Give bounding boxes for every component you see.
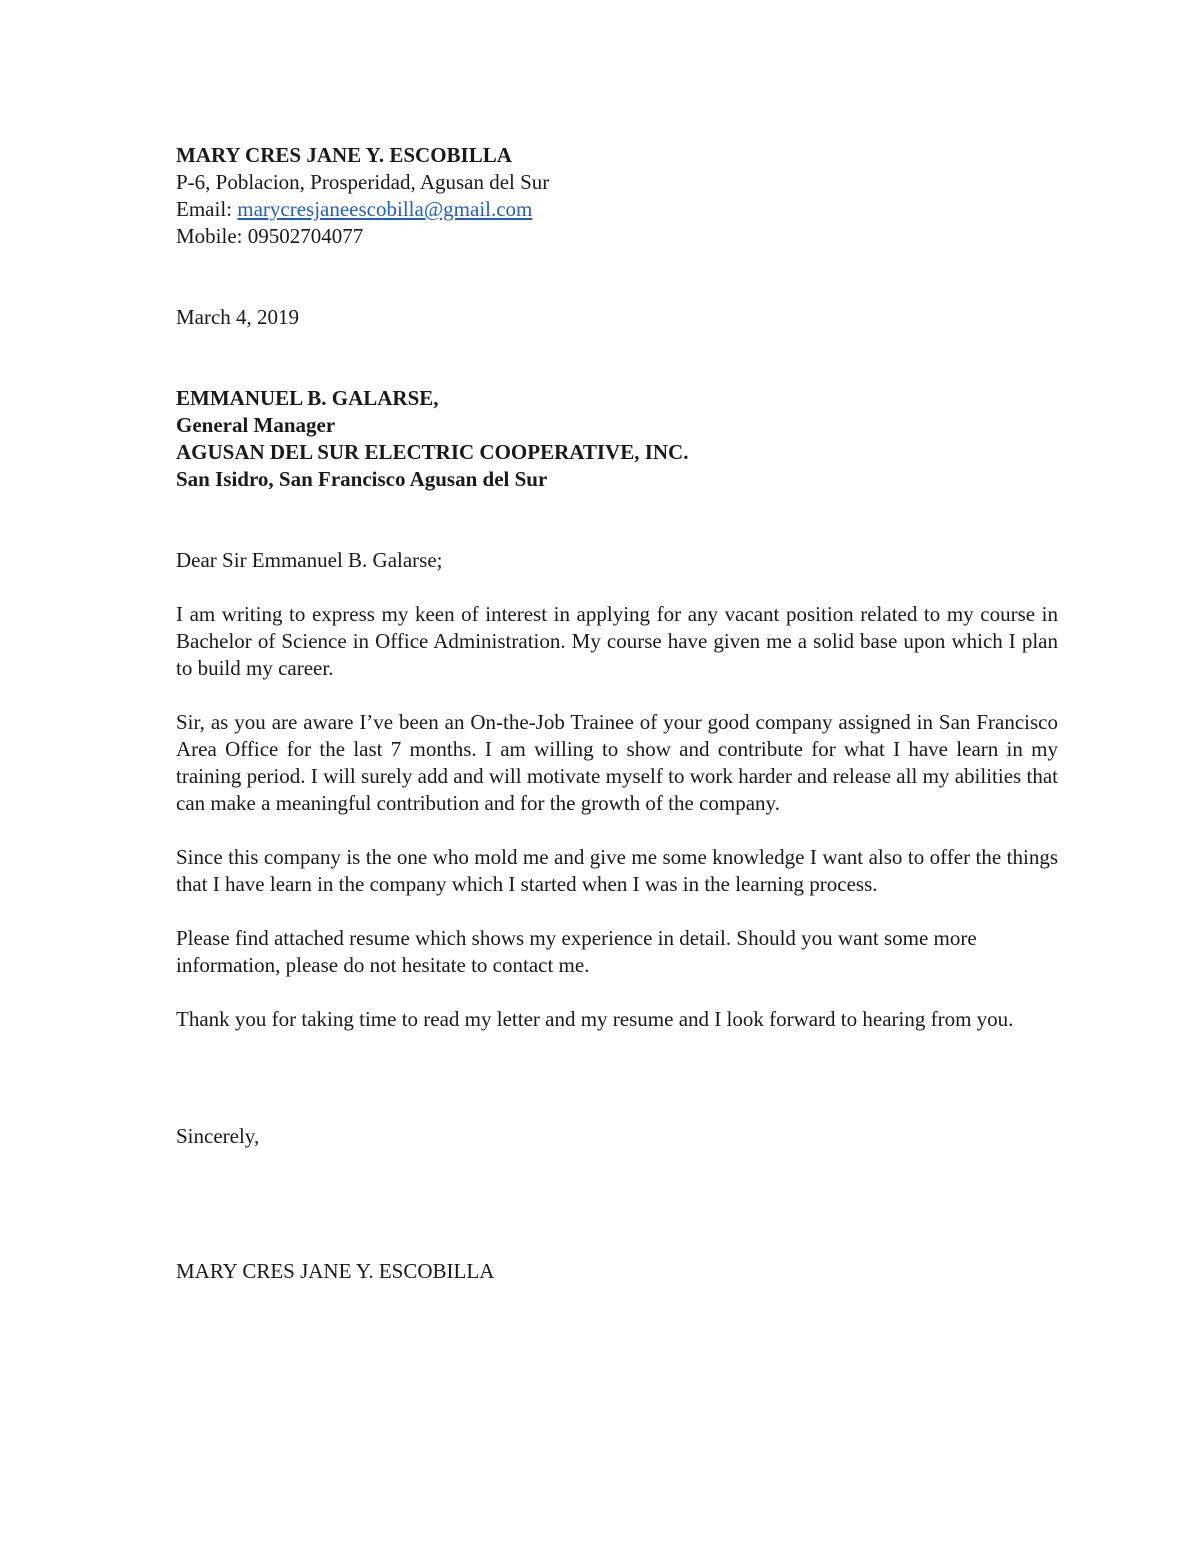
letter-date: March 4, 2019: [176, 305, 300, 329]
sender-email-line: [176, 196, 1058, 223]
closing: Sincerely,: [176, 1124, 260, 1148]
body-paragraph-5: Thank you for taking time to read my letter and my resume and I look forward to hearing from you.: [176, 1007, 1014, 1031]
salutation: Dear Sir Emmanuel B. Galarse;: [176, 548, 443, 572]
body-paragraph-3: Since this company is the one who mold me and give me some knowledge I want also to offer the things that I have learn in the company which I started when I was in the learning process.: [176, 845, 1058, 896]
email-link[interactable]: marycresjaneescobilla@gmail.com: [237, 197, 533, 221]
sender-block: [176, 142, 1058, 250]
sender-address: P-6, Poblacion, Prosperidad, Agusan del Sur: [176, 170, 550, 194]
recipient-name: EMMANUEL B. GALARSE,: [176, 386, 439, 410]
body-paragraph-2: Sir, as you are aware I’ve been an On-the-Job Trainee of your good company assigned in San Francisco Area Office for the last 7 months. I am willing to show and contribute for what I have learn in my training period. I will surely add and will motivate myself to work harder and release all my abilities that can make a meaningful contribution and for the growth of the company.: [176, 710, 1058, 815]
email-label: Email:: [176, 197, 238, 221]
recipient-block: [176, 385, 1058, 493]
sender-name: MARY CRES JANE Y. ESCOBILLA: [176, 143, 512, 167]
letter-page: [176, 142, 1058, 1285]
signature-name: MARY CRES JANE Y. ESCOBILLA: [176, 1259, 495, 1283]
body-paragraph-1: I am writing to express my keen of interest in applying for any vacant position related to my course in Bachelor of Science in Office Administration. My course have given me a solid base upon which I plan to build my career.: [176, 602, 1058, 680]
recipient-title: General Manager: [176, 413, 336, 437]
recipient-address: San Isidro, San Francisco Agusan del Sur: [176, 467, 548, 491]
body-paragraph-4: Please find attached resume which shows my experience in detail. Should you want some more information, please do not hesitate to contact me.: [176, 926, 977, 977]
sender-mobile: Mobile: 09502704077: [176, 224, 364, 248]
recipient-company: AGUSAN DEL SUR ELECTRIC COOPERATIVE, INC.: [176, 440, 689, 464]
